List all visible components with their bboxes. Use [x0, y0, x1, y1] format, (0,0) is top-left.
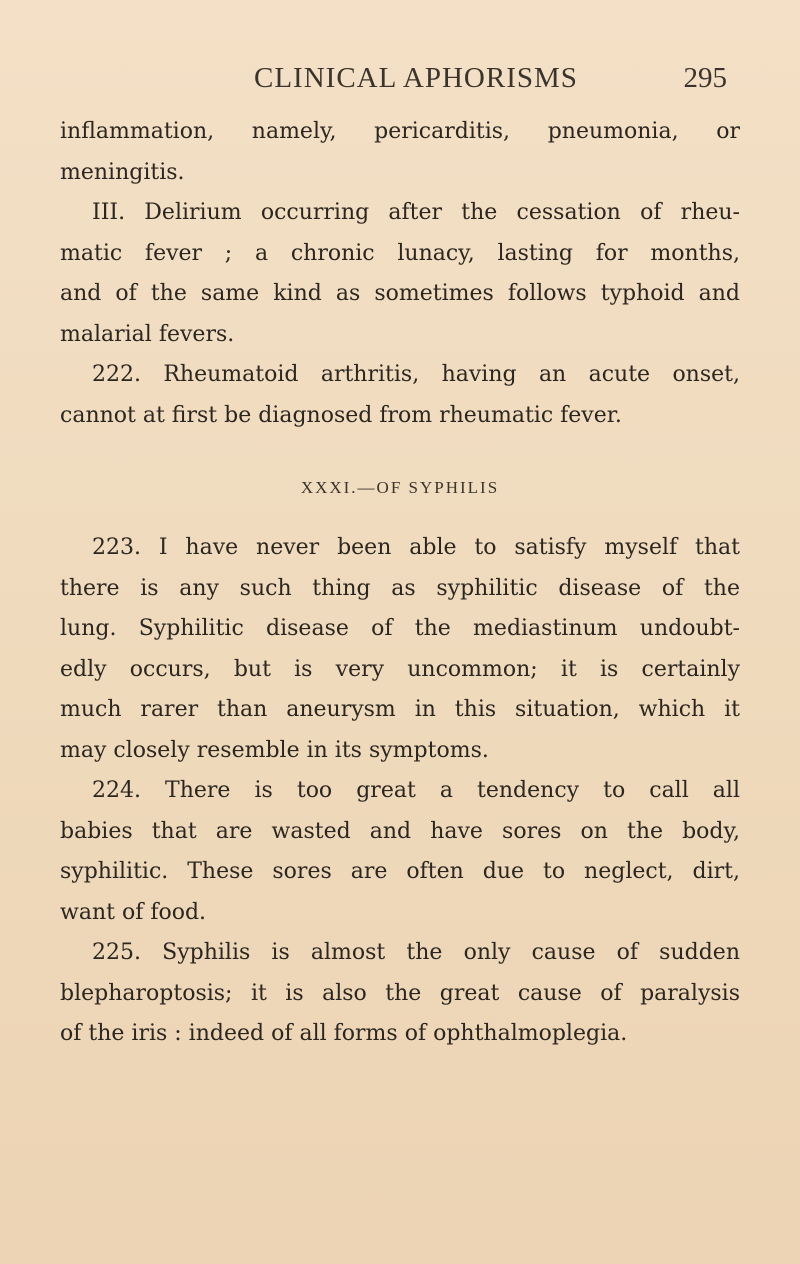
text-line: may closely resemble in its symptoms.: [60, 737, 489, 763]
text-line: meningitis.: [60, 159, 185, 185]
text-line: 222. Rheumatoid arthritis, having an acute onset,: [92, 362, 740, 387]
text-line: of the iris : indeed of all forms of ophthalmoplegia.: [60, 1021, 628, 1046]
text-line: 224. There is too great a tendency to call all: [92, 778, 740, 803]
text-line: much rarer than aneurysm in this situation, which it: [60, 697, 740, 722]
text-line: edly occurs, but is very uncommon; it is certainly: [60, 656, 740, 682]
text-line: malarial fevers.: [60, 321, 235, 347]
text-line: inflammation, namely, pericarditis, pneumonia, or: [60, 119, 740, 144]
text-line: babies that are wasted and have sores on the body,: [60, 818, 740, 844]
running-title: CLINICAL APHORISMS: [254, 62, 578, 94]
page-number: 295: [683, 62, 727, 94]
text-line: want of food.: [60, 899, 207, 925]
text-line: blepharoptosis; it is also the great cause of paralysis: [60, 980, 740, 1006]
text-line: and of the same kind as sometimes follows typhoid and: [60, 281, 740, 306]
text-block-syphilis: [60, 528, 740, 1055]
text-line: 225. Syphilis is almost the only cause of sudden: [92, 940, 740, 965]
page-header: [60, 62, 740, 102]
text-line: III. Delirium occurring after the cessation of rheu-: [92, 200, 740, 225]
text-line: syphilitic. These sores are often due to neglect, dirt,: [60, 859, 740, 884]
text-line: matic fever ; a chronic lunacy, lasting for months,: [60, 240, 740, 266]
text-block-continuation: [60, 112, 740, 436]
text-line: cannot at first be diagnosed from rheumatic fever.: [60, 402, 622, 428]
text-line: there is any such thing as syphilitic disease of the: [60, 575, 740, 601]
text-line: lung. Syphilitic disease of the mediastinum undoubt-: [60, 616, 740, 641]
text-line: 223. I have never been able to satisfy myself that: [92, 535, 740, 560]
section-heading: XXXI.—OF SYPHILIS: [300, 478, 500, 497]
